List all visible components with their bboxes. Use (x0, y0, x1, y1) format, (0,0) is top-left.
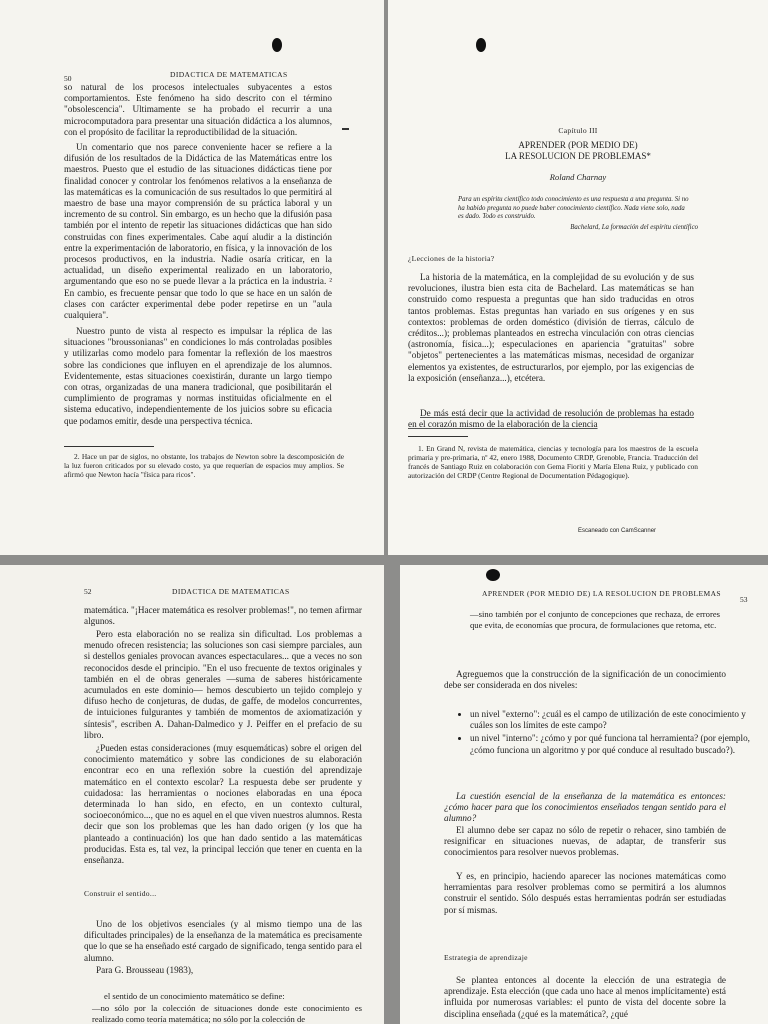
binding-hole (486, 569, 500, 581)
epigraph: Para un espíritu científico todo conocimiento es una respuesta a una pregunta. Si no ha habido pregunta no puede haber conocimiento científico. Nada viene solo, nada es dado. Todo es construido. (458, 196, 689, 220)
page-number: 52 (84, 587, 92, 596)
paragraph: El alumno debe ser capaz no sólo de repetir o rehacer, sino también de resignificar en situaciones nuevas, de adaptar, de transferir sus conocimientos para resolver nuevos problemas. (444, 825, 726, 858)
paragraph: so natural de los procesos intelectuales subyacentes a estos comportamientos. Este fenómeno ha sido descrito con el término "obsolescencia". Ultimamente se ha probado el recurrir a una microcomputadora para presentar una situación didáctica a los alumnos, con el propósito de facilitar la reproductibilidad de la situación. (64, 82, 332, 137)
quote-continuation: —sino también por el conjunto de concepciones que rechaza, de errores que evita, de economías que procura, de formulaciones que retoma, etc. (470, 609, 720, 631)
footnote: 2. Hace un par de siglos, no obstante, los trabajos de Newton sobre la descomposición de la luz fueron criticados por su elevado costo, ya que requerían de espacios muy amplios. Se afirmó que Newton hacía "física para ricos". (64, 452, 344, 479)
section-heading: Estrategia de aprendizaje (444, 953, 528, 962)
chapter-label: Capítulo III (558, 126, 598, 135)
paragraph: ¿Pueden estas consideraciones (muy esquemáticas) sobre el origen del conocimiento matemático y sobre las condiciones de su elaboración encontrar eco en una reflexión sobre la cuestión del aprendizaje matemático en el contexto escolar? La respuesta debe ser prudente y cuidadosa: las herramientas o nociones elaboradas en una época determinada lo han sido, en efecto, en un contexto cultural, socioeconómico..., que no es aquel en el que viven nuestros alumnos. Resta decir que son los problemas que les han dado origen (y los que ha planteado a continuación) los que han dado sentido a las matemáticas producidas. Esta es, tal vez, la principal lección que tener en cuenta en la enseñanza. (84, 743, 362, 866)
chapter-title (448, 140, 708, 162)
scanner-watermark: Escaneado con CamScanner (578, 528, 657, 534)
footnote-rule (408, 436, 468, 437)
paragraph: Agreguemos que la construcción de la significación de un conocimiento debe ser considerada en dos niveles: (444, 669, 726, 691)
footnote: 1. En Grand N, revista de matemática, ciencias y tecnología para los maestros de la escuela primaria y pre-primaria, nº 42, enero 1988, Documento CRDP, Grenoble, Francia. Traducción del francés de Santiago Ruiz en colaboración con Gema Fioriti y María Elena Ruiz, y publicado con autorización del CRDP (Centre Regional de Documentation Pédagogique). (408, 444, 698, 480)
section-heading: Construir el sentido... (84, 889, 157, 898)
page-number: 50 (64, 74, 72, 83)
bullet-item: • un nivel "interno": ¿cómo y por qué funciona tal herramienta? (por ejemplo, ¿cómo funciona un algoritmo y por qué conduce al resultado buscado?). (470, 733, 750, 755)
margin-mark (342, 128, 349, 130)
bullet-item: • un nivel "externo": ¿cuál es el campo de utilización de este conocimiento y cuáles son los límites de este campo? (470, 709, 750, 731)
binding-hole (476, 38, 486, 52)
running-head: DIDACTICA DE MATEMATICAS (170, 70, 288, 79)
paragraph: La historia de la matemática, en la complejidad de su evolución y de sus revoluciones, ilustra bien esta cita de Bachelard. Las matemáticas se han construido como respuesta a preguntas que han sido traducidas en otros tantos problemas. Estas preguntas han variado en sus orígenes y en sus contextos: problemas de orden doméstico (división de tierras, cálculo de créditos...); problemas planteados en estrecha vinculación con otras ciencias (astronomía, física...); especulaciones en apariencia "gratuitas" sobre "objetos" pertenecientes a las matemáticas mismas, necesidad de organizar elementos ya existentes, de estructurarlos, por ejemplo, por las exigencias de la exposición (enseñanza...), etcétera. (408, 272, 694, 383)
page-53 (400, 565, 768, 1024)
paragraph: matemática. "¡Hacer matemática es resolver problemas!", no temen afirmar algunos. (84, 605, 362, 627)
bullet-list (444, 709, 750, 758)
running-head: DIDACTICA DE MATEMATICAS (172, 587, 290, 596)
italic-question: La cuestión esencial de la enseñanza de la matemática es entonces: ¿cómo hacer para que los conocimientos enseñados tengan sentido para el alumno? (444, 791, 726, 824)
paragraph: Nuestro punto de vista al respecto es impulsar la réplica de las situaciones "broussonianas" en condiciones lo más controladas posibles y utilizarlas como modelo para fomentar la reflexión de los maestros sobre las condiciones que influyen en el aprendizaje de los alumnos. Evidentemente, estas situaciones coexistirán, durante un largo tiempo con otras, organizadas de una manera tradicional, que posibilitarán el cumplimiento de programas y normas instituidas oficialmente en el sistema educativo, independientemente de los juicios sobre su eficacia que podamos emitir, desde una perspectiva técnica. (64, 326, 332, 426)
running-head: APRENDER (POR MEDIO DE) LA RESOLUCION DE PROBLEMAS (482, 589, 721, 598)
page-51 (388, 0, 768, 555)
epigraph-source: Bachelard, La formación del espíritu científico (570, 224, 698, 231)
paragraph: Un comentario que nos parece conveniente hacer se refiere a la difusión de los resultados de la Didáctica de las Matemáticas entre los maestros. Puesto que el estudio de las situaciones didácticas tiene por finalidad conocer y controlar los fenómenos relativos a la enseñanza de las matemáticas es la comunicación de sus resultados lo que permitirá al maestro de base una mayor comprensión de su práctica laboral y un incremento de su control. Sin embargo, es un hecho que la difusión pasa también por el intento de repetir las situaciones didácticas que han sido construidas con fines experimentales. Cabe aquí aludir a la distinción entre la experimentación de laboratorio, en física, y la innovación de los procesos productivos, en la industria. Nadie osaría criticar, en la actualidad, un diseño experimental realizado en un laboratorio, argumentando que eso no se puede llevar a la práctica en la industria. ² En cambio, es frecuente pensar que todo lo que se hace en un salón de clases con carácter experimental debe poder repetirse en un "aula cualquiera". (64, 142, 332, 321)
paragraph: De más está decir que la actividad de resolución de problemas ha estado en el corazón mismo de la elaboración de la ciencia (408, 408, 694, 430)
paragraph: Para G. Brousseau (1983), (96, 965, 194, 975)
quote-line: el sentido de un conocimiento matemático se define: (104, 991, 285, 1001)
chapter-title-line: APRENDER (POR MEDIO DE) (518, 140, 638, 150)
quote-line: —no sólo por la colección de situaciones donde este conocimiento es realizado como teoría matemática; no sólo por la colección de (92, 1003, 362, 1024)
page-number: 53 (740, 595, 748, 604)
author: Roland Charnay (549, 172, 607, 182)
binding-hole (272, 38, 282, 52)
page-52 (0, 565, 384, 1024)
footnote-rule (64, 446, 154, 447)
paragraph: Uno de los objetivos esenciales (y al mismo tiempo una de las dificultades principales) de la enseñanza de la matemática es precisamente que lo que se ha enseñado esté cargado de significado, tenga sentido para el alumno. (84, 919, 362, 963)
paragraph: Y es, en principio, haciendo aparecer las nociones matemáticas como herramientas para resolver problemas como se permitirá a los alumnos construir el sentido. Sólo después estas herramientas podrán ser estudiadas por sí mismas. (444, 871, 726, 915)
paragraph: Pero esta elaboración no se realiza sin dificultad. Los problemas a menudo ofrecen resistencia; las soluciones son casi siempre parciales, aun si destellos geniales provocan avances espectaculares... que a veces no son reconocidos desde el principio. "En el uso frecuente de textos originales y también en el de obras generales —suma de saberes históricamente acumulados en este dominio— hemos descubierto un tejido complejo y difuso hecho de conjeturas, de dudas, de gaffe, de modelos concurrentes, de intuiciones fulgurantes y también de momentos de axiomatización y síntesis", escriben A. Dahan-Dalmedico y J. Peiffer en el prefacio de su libro. (84, 629, 362, 740)
section-heading: ¿Lecciones de la historia? (408, 254, 495, 263)
chapter-title-line: LA RESOLUCION DE PROBLEMAS* (505, 151, 651, 161)
paragraph: Se plantea entonces al docente la elección de una estrategia de aprendizaje. Esta elección (que cada uno hace al menos implícitamente) está influida por numerosas variables: el punto de vista del docente sobre la disciplina enseñada (¿qué es la matemática?, ¿qué (444, 975, 726, 1019)
page-50 (0, 0, 384, 555)
